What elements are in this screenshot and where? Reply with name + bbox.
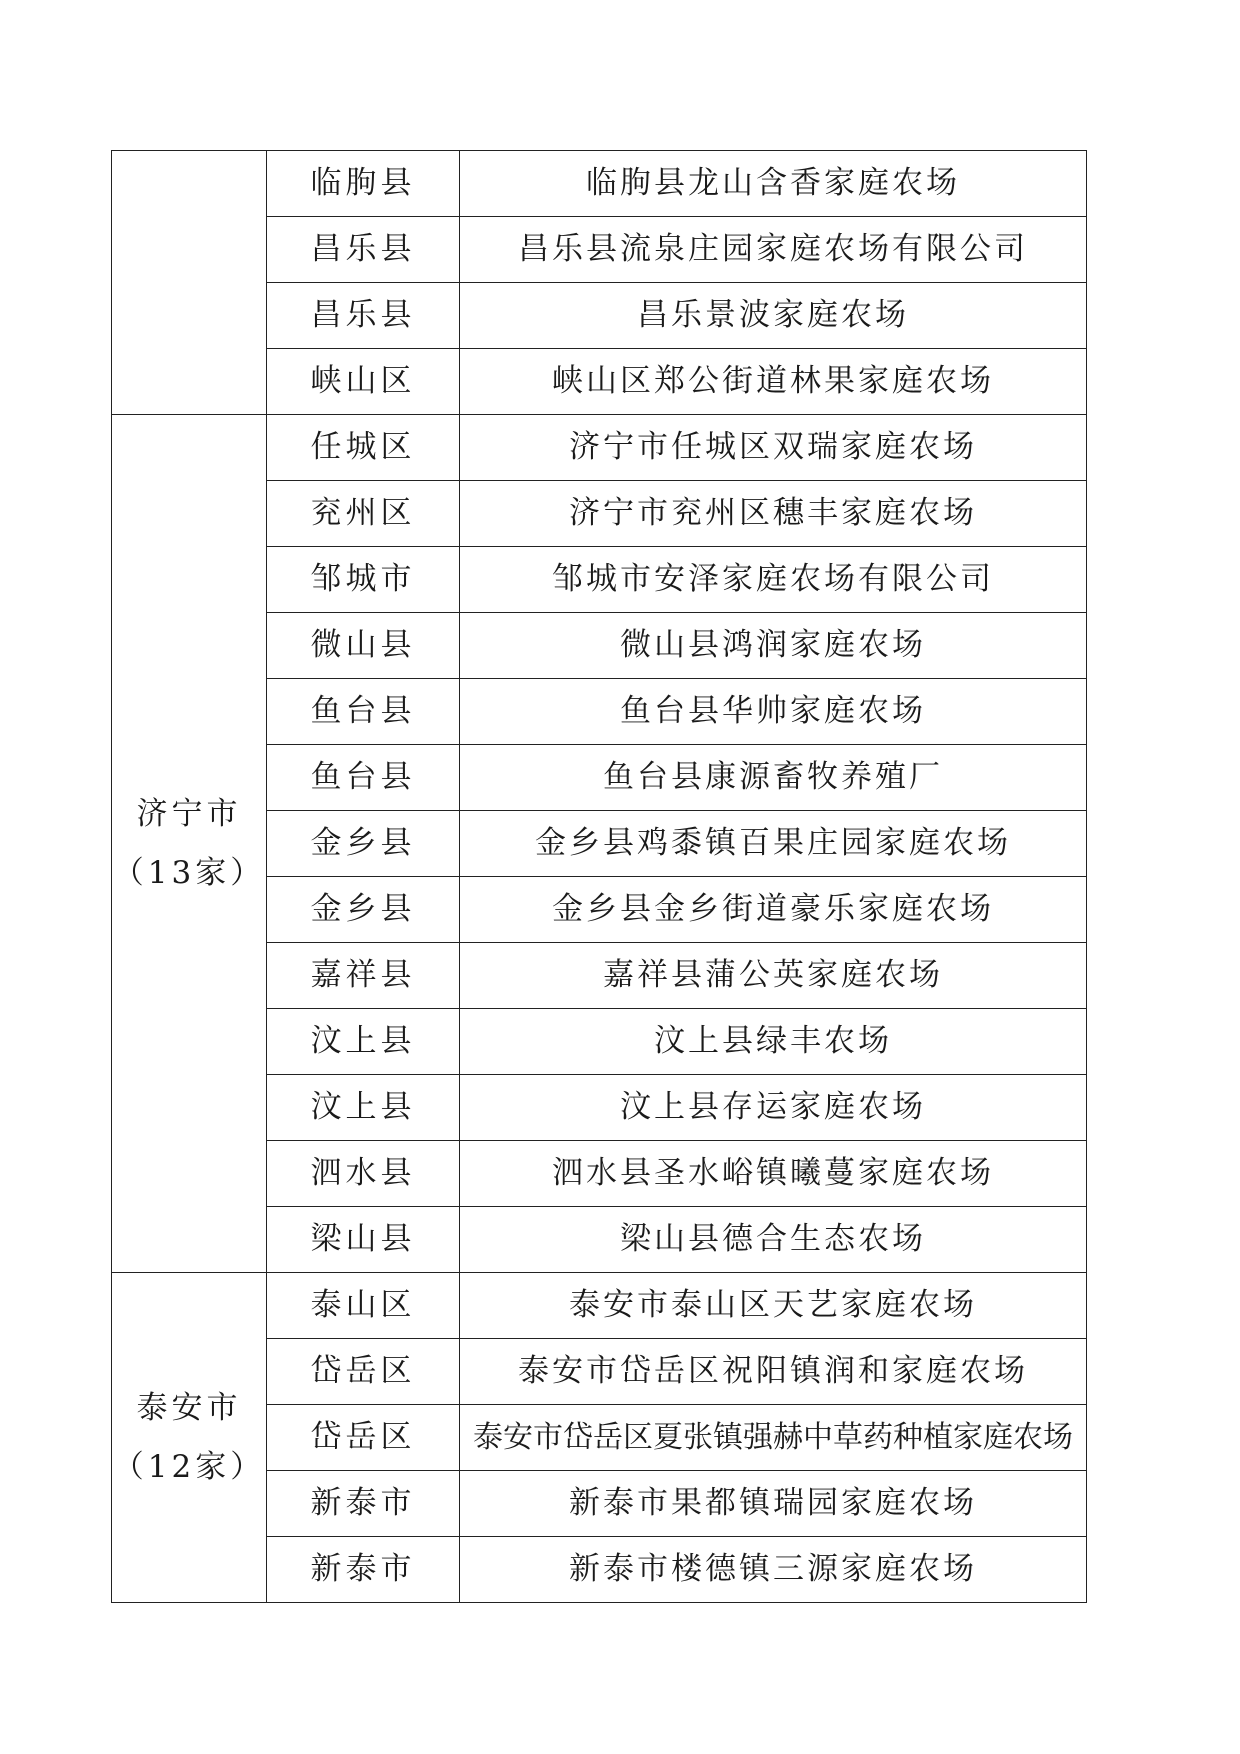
farm-name-cell: 泰安市泰山区天艺家庭农场 [460, 1273, 1087, 1339]
farm-name-cell: 新泰市楼德镇三源家庭农场 [460, 1537, 1087, 1603]
city-name: 济宁市 [136, 795, 242, 832]
city-cell [112, 151, 267, 415]
farm-name-cell: 微山县鸿润家庭农场 [460, 613, 1087, 679]
farm-name-cell: 泰安市岱岳区祝阳镇润和家庭农场 [460, 1339, 1087, 1405]
county-cell: 鱼台县 [267, 745, 460, 811]
county-cell: 梁山县 [267, 1207, 460, 1273]
farm-list-table [111, 150, 1087, 1603]
table-row [112, 415, 1087, 481]
county-cell: 微山县 [267, 613, 460, 679]
farm-name-cell: 金乡县鸡黍镇百果庄园家庭农场 [460, 811, 1087, 877]
county-cell: 汶上县 [267, 1009, 460, 1075]
farm-name-cell: 新泰市果都镇瑞园家庭农场 [460, 1471, 1087, 1537]
table-body [112, 151, 1087, 1603]
city-farm-count: （12家） [112, 1448, 266, 1485]
farm-name-cell: 汶上县存运家庭农场 [460, 1075, 1087, 1141]
county-cell: 昌乐县 [267, 283, 460, 349]
county-cell: 新泰市 [267, 1537, 460, 1603]
county-cell: 昌乐县 [267, 217, 460, 283]
city-farm-count: （13家） [112, 854, 266, 891]
city-name: 泰安市 [136, 1389, 242, 1426]
county-cell: 金乡县 [267, 811, 460, 877]
city-cell [112, 1273, 267, 1603]
county-cell: 金乡县 [267, 877, 460, 943]
county-cell: 嘉祥县 [267, 943, 460, 1009]
county-cell: 邹城市 [267, 547, 460, 613]
county-cell: 兖州区 [267, 481, 460, 547]
county-cell: 泗水县 [267, 1141, 460, 1207]
farm-name-cell: 汶上县绿丰农场 [460, 1009, 1087, 1075]
county-cell: 新泰市 [267, 1471, 460, 1537]
table-row [112, 151, 1087, 217]
farm-name-cell: 邹城市安泽家庭农场有限公司 [460, 547, 1087, 613]
farm-name-cell: 临朐县龙山含香家庭农场 [460, 151, 1087, 217]
farm-name-cell: 嘉祥县蒲公英家庭农场 [460, 943, 1087, 1009]
county-cell: 峡山区 [267, 349, 460, 415]
county-cell: 任城区 [267, 415, 460, 481]
farm-name-cell: 金乡县金乡街道豪乐家庭农场 [460, 877, 1087, 943]
city-cell [112, 415, 267, 1273]
farm-name-cell: 昌乐景波家庭农场 [460, 283, 1087, 349]
county-cell: 岱岳区 [267, 1339, 460, 1405]
farm-name-cell: 梁山县德合生态农场 [460, 1207, 1087, 1273]
county-cell: 泰山区 [267, 1273, 460, 1339]
county-cell: 鱼台县 [267, 679, 460, 745]
county-cell: 汶上县 [267, 1075, 460, 1141]
county-cell: 临朐县 [267, 151, 460, 217]
farm-name-cell: 鱼台县华帅家庭农场 [460, 679, 1087, 745]
farm-name-cell: 济宁市任城区双瑞家庭农场 [460, 415, 1087, 481]
farm-name-cell: 峡山区郑公街道林果家庭农场 [460, 349, 1087, 415]
farm-name-cell: 泰安市岱岳区夏张镇强赫中草药种植家庭农场 [460, 1405, 1087, 1471]
farm-name-cell: 济宁市兖州区穗丰家庭农场 [460, 481, 1087, 547]
table-row [112, 1273, 1087, 1339]
farm-name-cell: 泗水县圣水峪镇曦蔓家庭农场 [460, 1141, 1087, 1207]
farm-name-cell: 鱼台县康源畜牧养殖厂 [460, 745, 1087, 811]
county-cell: 岱岳区 [267, 1405, 460, 1471]
farm-name-cell: 昌乐县流泉庄园家庭农场有限公司 [460, 217, 1087, 283]
